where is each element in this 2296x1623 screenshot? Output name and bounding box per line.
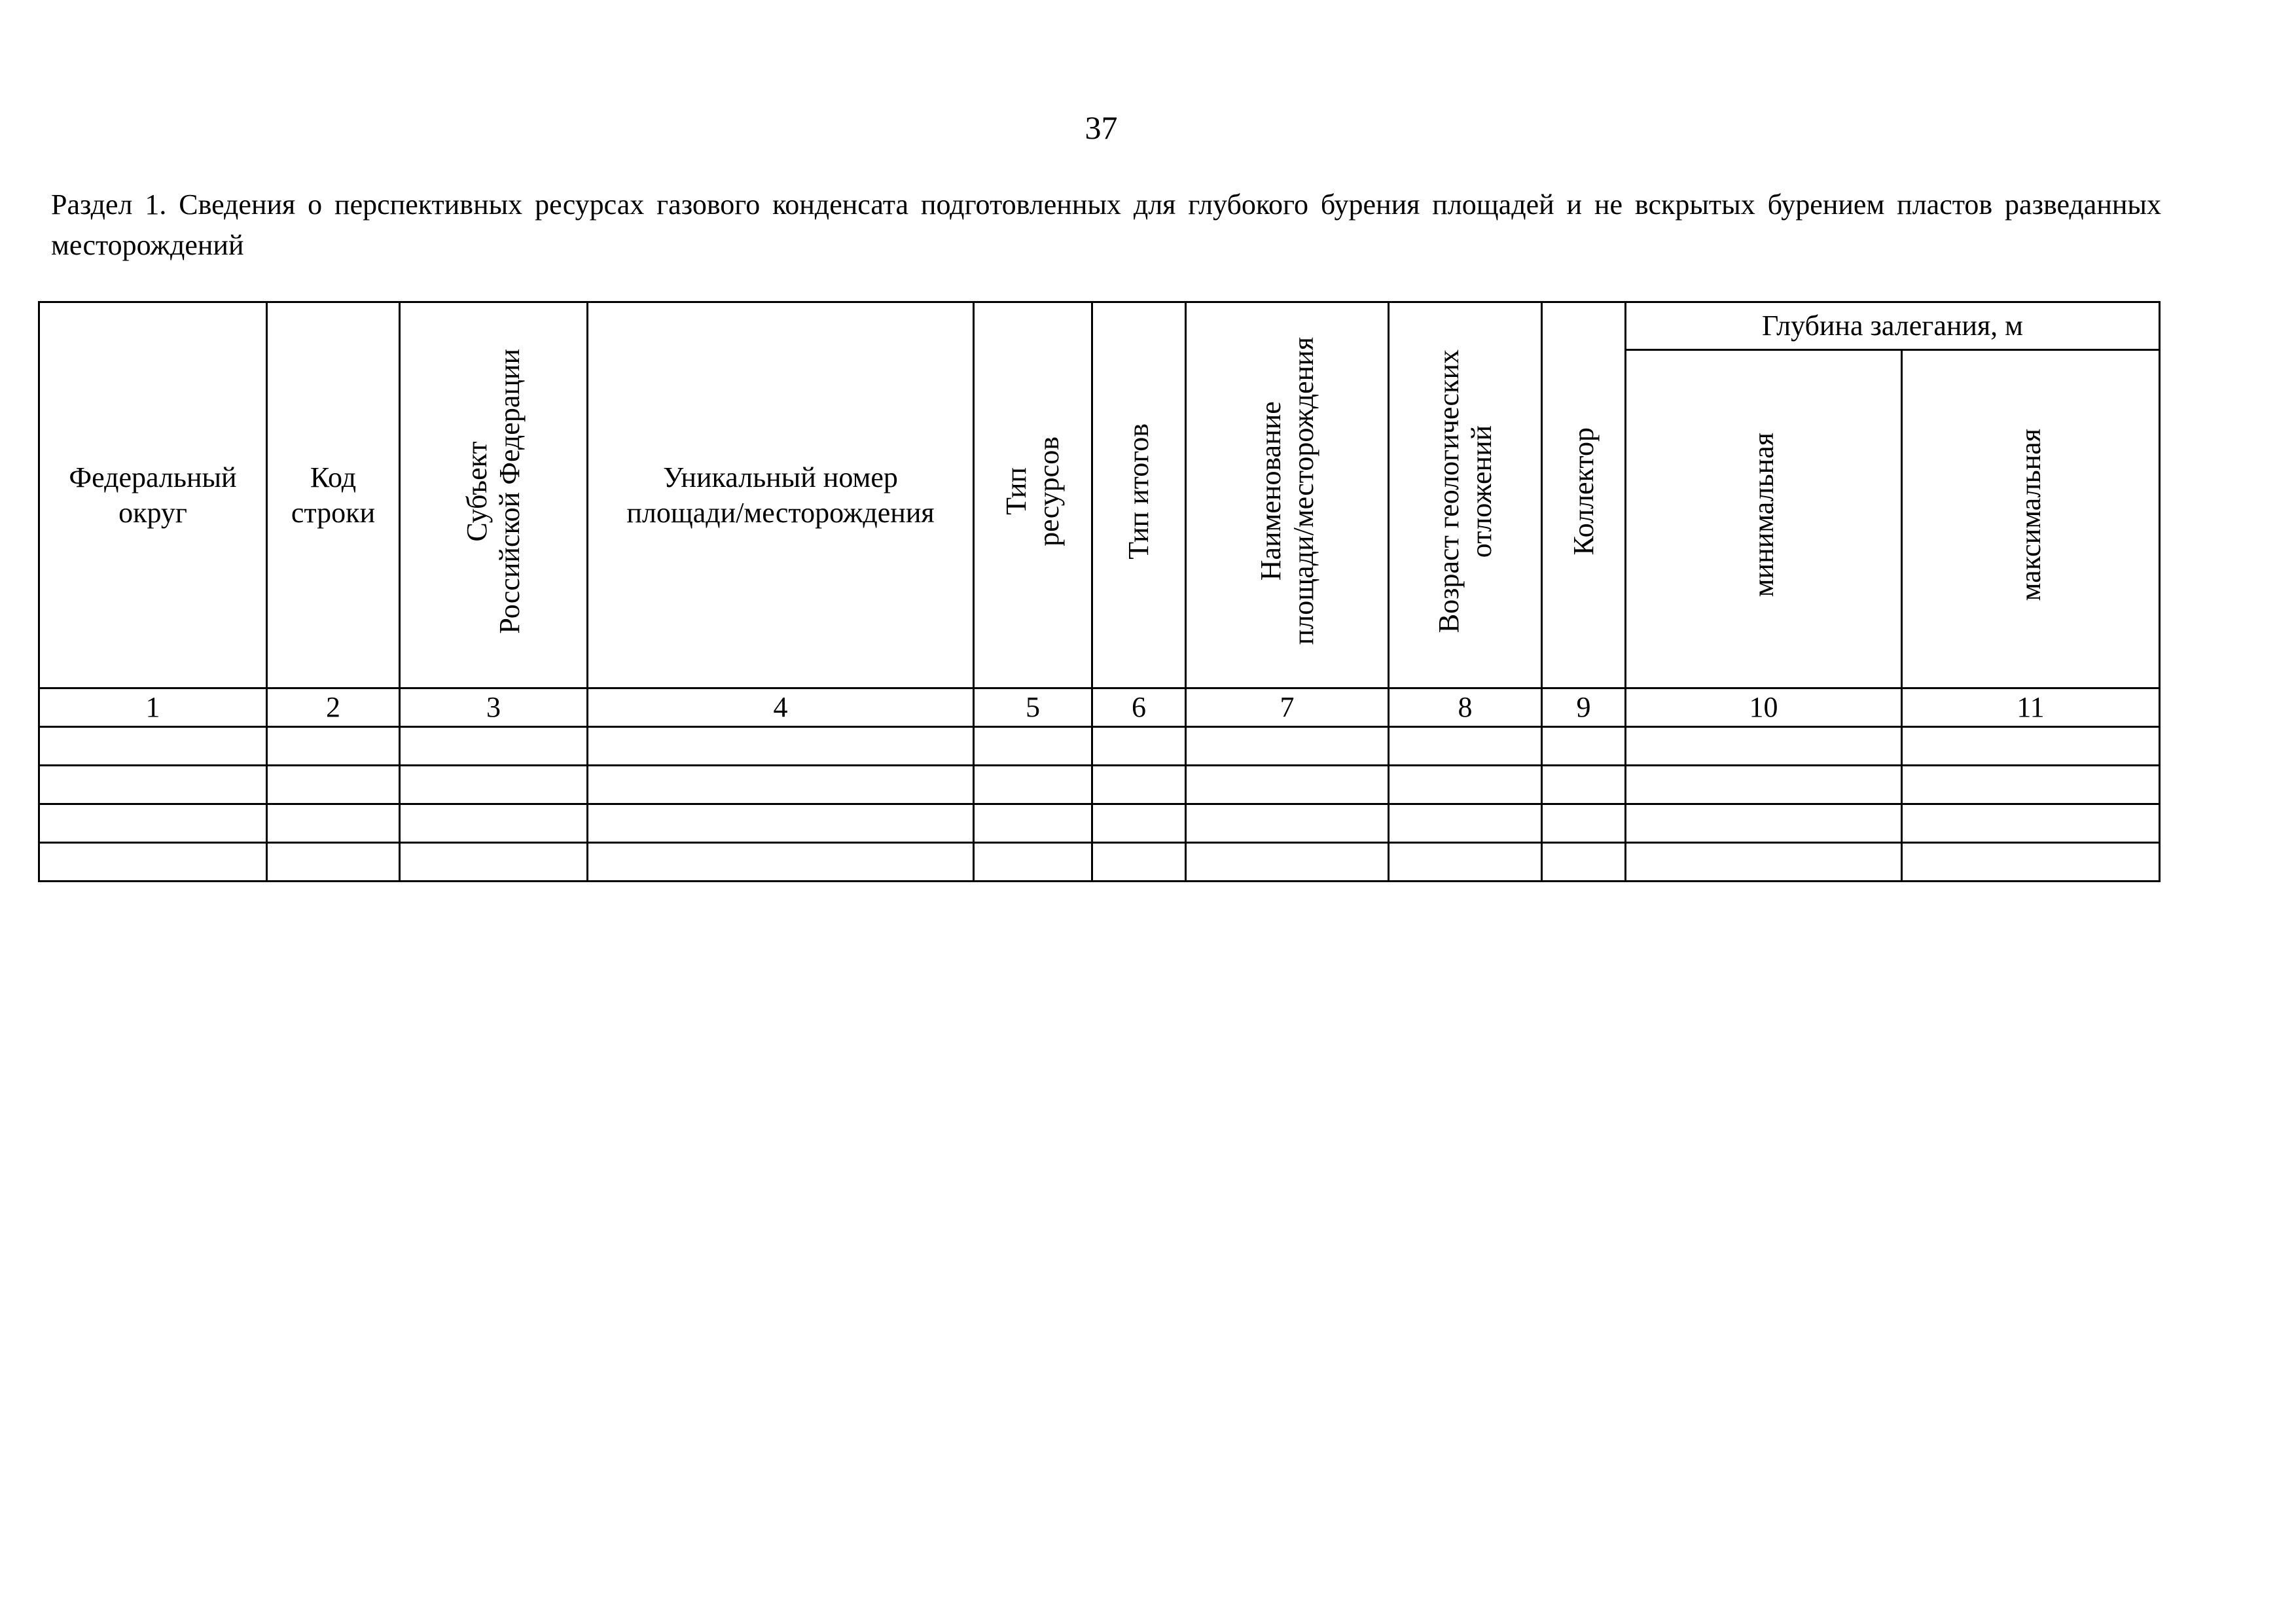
table-row: [39, 843, 2160, 882]
form-table: [38, 301, 2161, 882]
column-number-row: [39, 688, 2160, 727]
header-row-top: [39, 302, 2160, 350]
table-cell: [400, 766, 588, 804]
table-cell: [39, 727, 267, 766]
table-cell: [1902, 766, 2160, 804]
table-cell: [1092, 804, 1186, 843]
header-depth-min: минимальная: [1626, 350, 1902, 688]
header-row-code: Код строки: [267, 302, 400, 688]
column-number: 8: [1389, 688, 1542, 727]
column-number: 1: [39, 688, 267, 727]
table-cell: [1186, 727, 1389, 766]
table-cell: [1092, 727, 1186, 766]
header-federal-subject: Субъект Российской Федерации: [400, 302, 588, 688]
header-field-name: Наименование площади/месторождения: [1186, 302, 1389, 688]
table-cell: [1542, 766, 1626, 804]
column-number: 11: [1902, 688, 2160, 727]
table-cell: [1389, 766, 1542, 804]
header-geological-age: Возраст геологических отложений: [1389, 302, 1542, 688]
table-row: [39, 804, 2160, 843]
table-cell: [267, 727, 400, 766]
column-number: 4: [588, 688, 974, 727]
column-number: 6: [1092, 688, 1186, 727]
header-unique-number: Уникальный номер площади/месторождения: [588, 302, 974, 688]
header-depth-group: Глубина залегания, м: [1626, 302, 2160, 350]
table-cell: [1186, 804, 1389, 843]
table-cell: [1626, 804, 1902, 843]
table-cell: [400, 727, 588, 766]
header-depth-max: максимальная: [1902, 350, 2160, 688]
column-number: 3: [400, 688, 588, 727]
table-cell: [1542, 843, 1626, 882]
table-cell: [588, 727, 974, 766]
column-number: 9: [1542, 688, 1626, 727]
table-cell: [400, 804, 588, 843]
table-cell: [588, 766, 974, 804]
table-cell: [267, 843, 400, 882]
table-cell: [39, 843, 267, 882]
table-cell: [1389, 727, 1542, 766]
table-cell: [1902, 727, 2160, 766]
table-cell: [1092, 766, 1186, 804]
table-cell: [1902, 843, 2160, 882]
table-cell: [1626, 843, 1902, 882]
table-cell: [974, 766, 1092, 804]
section-title: Раздел 1. Сведения о перспективных ресурсах газового конденсата подготовленных для глубокого бурения площадей и не вскрытых бурением пластов разведанных месторождений: [51, 188, 2161, 261]
table-cell: [1626, 727, 1902, 766]
column-number: 5: [974, 688, 1092, 727]
table-cell: [588, 843, 974, 882]
table-row: [39, 727, 2160, 766]
header-reservoir: Коллектор: [1542, 302, 1626, 688]
table-cell: [1626, 766, 1902, 804]
table-cell: [974, 804, 1092, 843]
header-federal-district: Федеральный округ: [39, 302, 267, 688]
table-cell: [39, 766, 267, 804]
column-number: 7: [1186, 688, 1389, 727]
table-cell: [1092, 843, 1186, 882]
table-cell: [974, 843, 1092, 882]
column-number: 2: [267, 688, 400, 727]
table-cell: [267, 766, 400, 804]
table-cell: [1186, 843, 1389, 882]
table-cell: [1186, 766, 1389, 804]
header-resource-type: Тип ресурсов: [974, 302, 1092, 688]
table-cell: [588, 804, 974, 843]
column-number: 10: [1626, 688, 1902, 727]
table-cell: [1389, 804, 1542, 843]
table-cell: [1902, 804, 2160, 843]
page-number: 37: [1085, 109, 1118, 146]
table-row: [39, 766, 2160, 804]
table-cell: [1389, 843, 1542, 882]
header-totals-type: Тип итогов: [1092, 302, 1186, 688]
table-cell: [974, 727, 1092, 766]
table-cell: [400, 843, 588, 882]
table-cell: [1542, 727, 1626, 766]
table-cell: [267, 804, 400, 843]
table-cell: [1542, 804, 1626, 843]
table-cell: [39, 804, 267, 843]
